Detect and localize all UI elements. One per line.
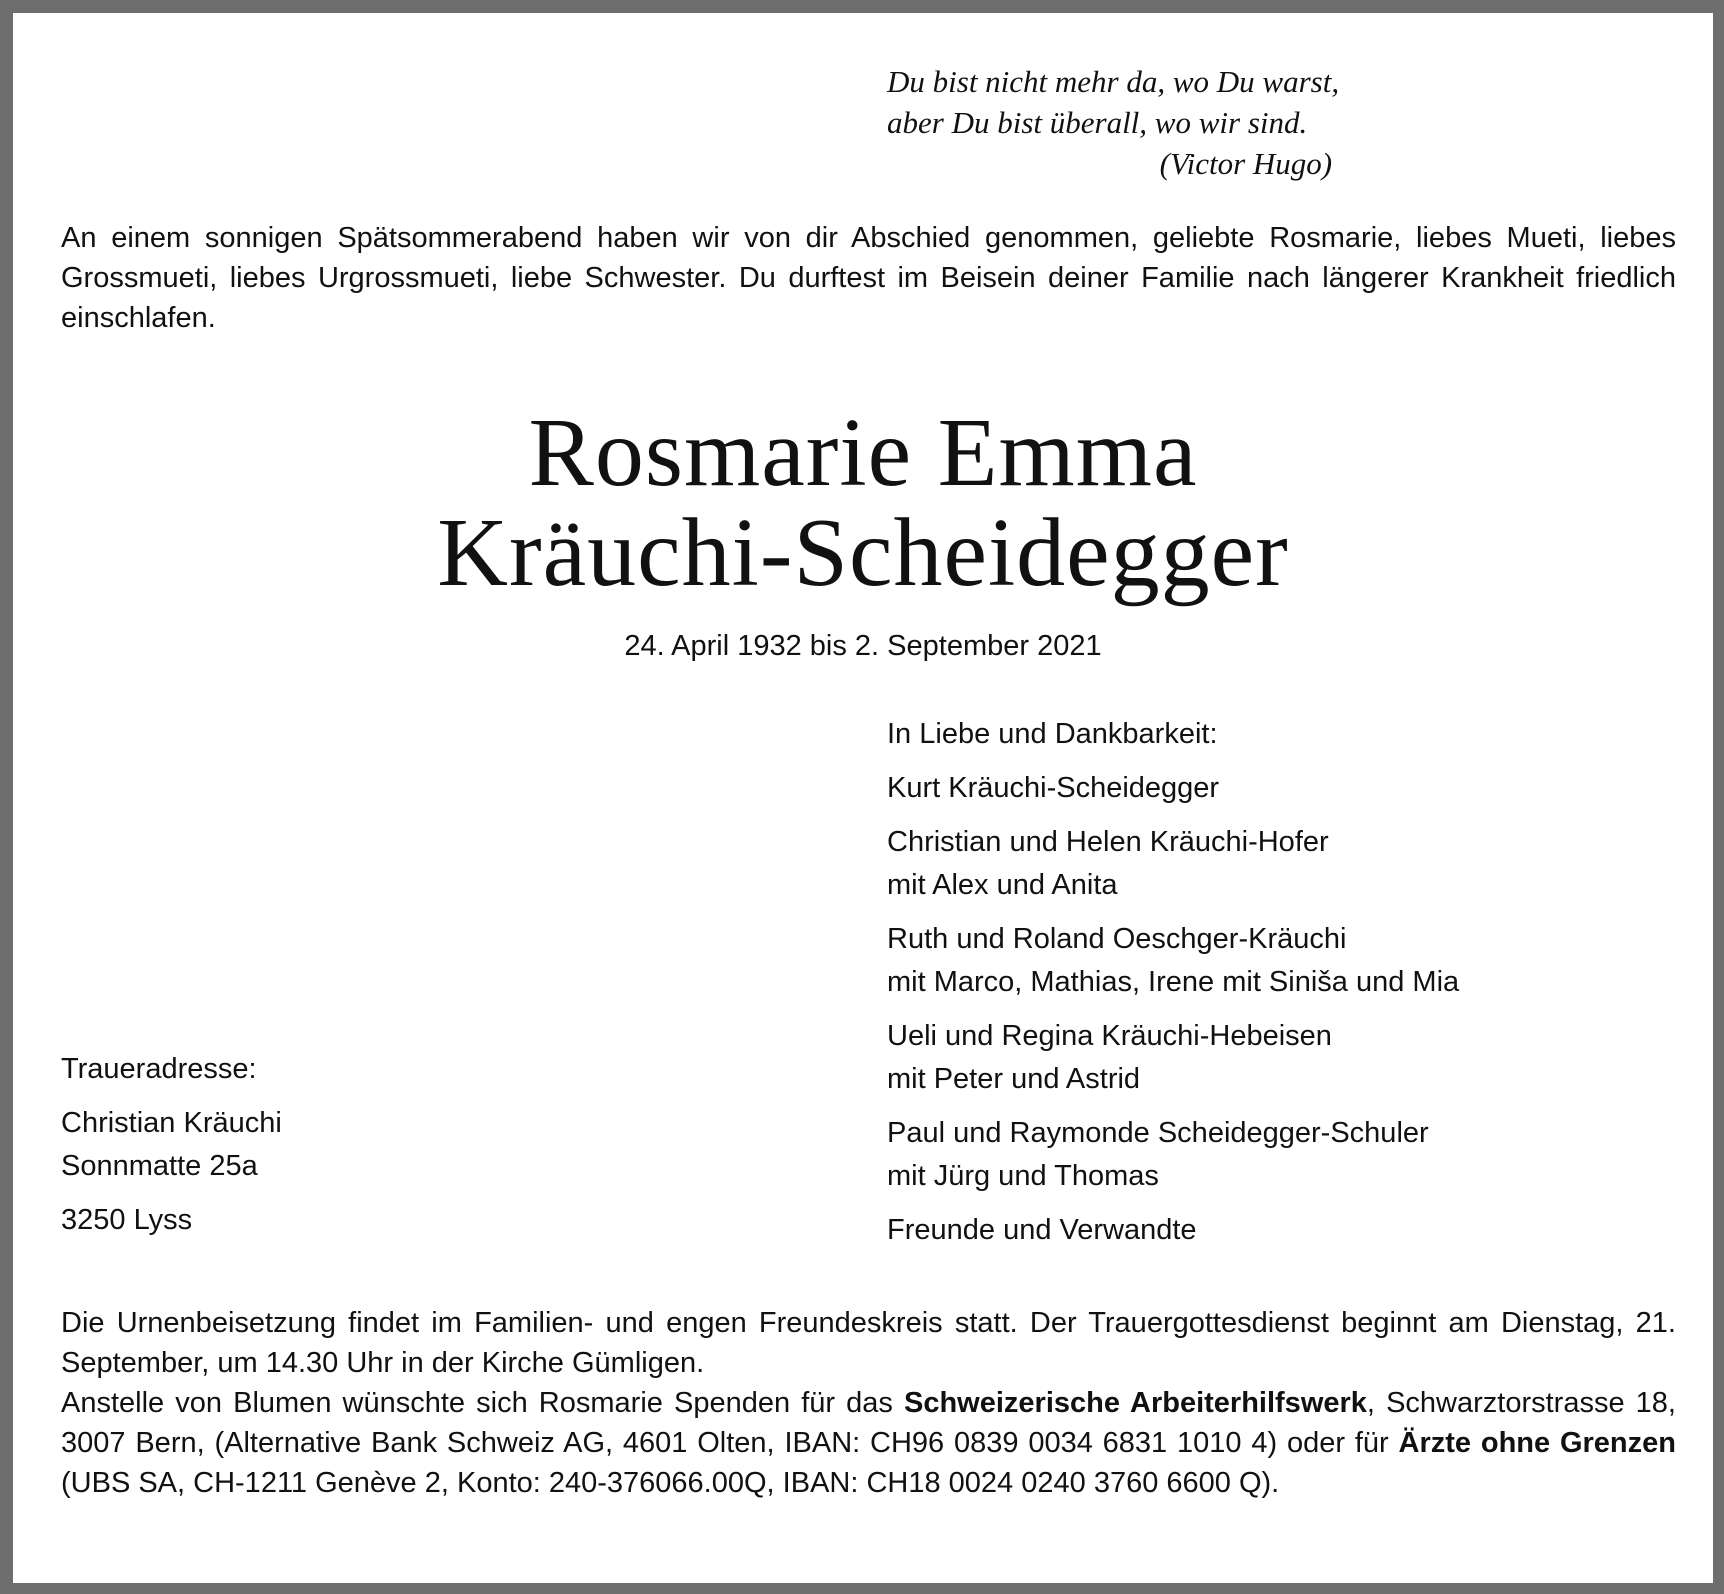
address-city: 3250 Lyss xyxy=(61,1204,193,1236)
donation-paragraph xyxy=(61,1383,1676,1503)
mourner-line: mit Marco, Mathias, Irene mit Siniša und Mia xyxy=(887,966,1460,998)
quote xyxy=(887,61,1339,184)
mourner-group xyxy=(887,821,1459,907)
closing-text xyxy=(61,1303,1676,1503)
quote-line: aber Du bist überall, wo wir sind. xyxy=(887,105,1308,140)
mourner-group xyxy=(887,1112,1459,1198)
mourner-line: Kurt Kräuchi-Scheidegger xyxy=(887,772,1220,804)
charity-name: Schweizerische Arbeiterhilfswerk xyxy=(903,1387,1367,1419)
mourners-list xyxy=(887,713,1459,1263)
mourners-heading: In Liebe und Dankbarkeit: xyxy=(887,718,1218,750)
donation-text: , Schwarztorstrasse 18, 3007 Bern, (Alternative Bank Schweiz AG, 4601 Olten, IBAN: CH96 0839 0034 6831 1010 4) oder für xyxy=(61,1387,1676,1459)
address-label: Traueradresse: xyxy=(61,1053,257,1085)
mourner-line: mit Alex und Anita xyxy=(887,869,1118,901)
mourner-line: mit Peter und Astrid xyxy=(887,1063,1141,1095)
mourner-line: Freunde und Verwandte xyxy=(887,1214,1197,1246)
mourner-line: mit Jürg und Thomas xyxy=(887,1160,1159,1192)
quote-author: (Victor Hugo) xyxy=(1159,146,1333,181)
obituary-notice xyxy=(13,13,1713,1583)
charity-name: Ärzte ohne Grenzen xyxy=(1398,1427,1676,1459)
mourner-group xyxy=(887,767,1459,810)
mourner-line: Ruth und Roland Oeschger-Kräuchi xyxy=(887,923,1347,955)
donation-text: Anstelle von Blumen wünschte sich Rosmarie Spenden für das xyxy=(61,1387,904,1419)
address-street: Sonnmatte 25a xyxy=(61,1150,258,1182)
mourner-line: Ueli und Regina Kräuchi-Hebeisen xyxy=(887,1020,1332,1052)
mourning-address xyxy=(61,1048,282,1242)
mourner-line: Christian und Helen Kräuchi-Hofer xyxy=(887,826,1329,858)
intro-paragraph: An einem sonnigen Spätsommerabend haben wir von dir Abschied genommen, geliebte Rosmarie, liebes Mueti, liebes Grossmueti, liebes Urgrossmueti, liebe Schwester. Du durftest im Beisein deiner Familie nach längerer Krankheit friedlich einschlafen. xyxy=(61,222,1676,334)
address-name: Christian Kräuchi xyxy=(61,1107,282,1139)
mourner-line: Paul und Raymonde Scheidegger-Schuler xyxy=(887,1117,1429,1149)
donation-text: (UBS SA, CH-1211 Genève 2, Konto: 240-376066.00Q, IBAN: CH18 0024 0240 3760 6600 Q). xyxy=(61,1467,1280,1499)
mourner-group xyxy=(887,1209,1459,1252)
deceased-name-first: Rosmarie Emma xyxy=(528,399,1198,507)
mourner-group xyxy=(887,918,1459,1004)
life-dates: 24. April 1932 bis 2. September 2021 xyxy=(624,630,1102,662)
deceased-name-last: Kräuchi-Scheidegger xyxy=(437,499,1289,607)
mourner-group xyxy=(887,1015,1459,1101)
quote-line: Du bist nicht mehr da, wo Du warst, xyxy=(887,64,1340,99)
service-paragraph: Die Urnenbeisetzung findet im Familien- und engen Freundeskreis statt. Der Trauergottesdienst beginnt am Dienstag, 21. September, um 14.30 Uhr in der Kirche Gümligen. xyxy=(61,1307,1676,1379)
